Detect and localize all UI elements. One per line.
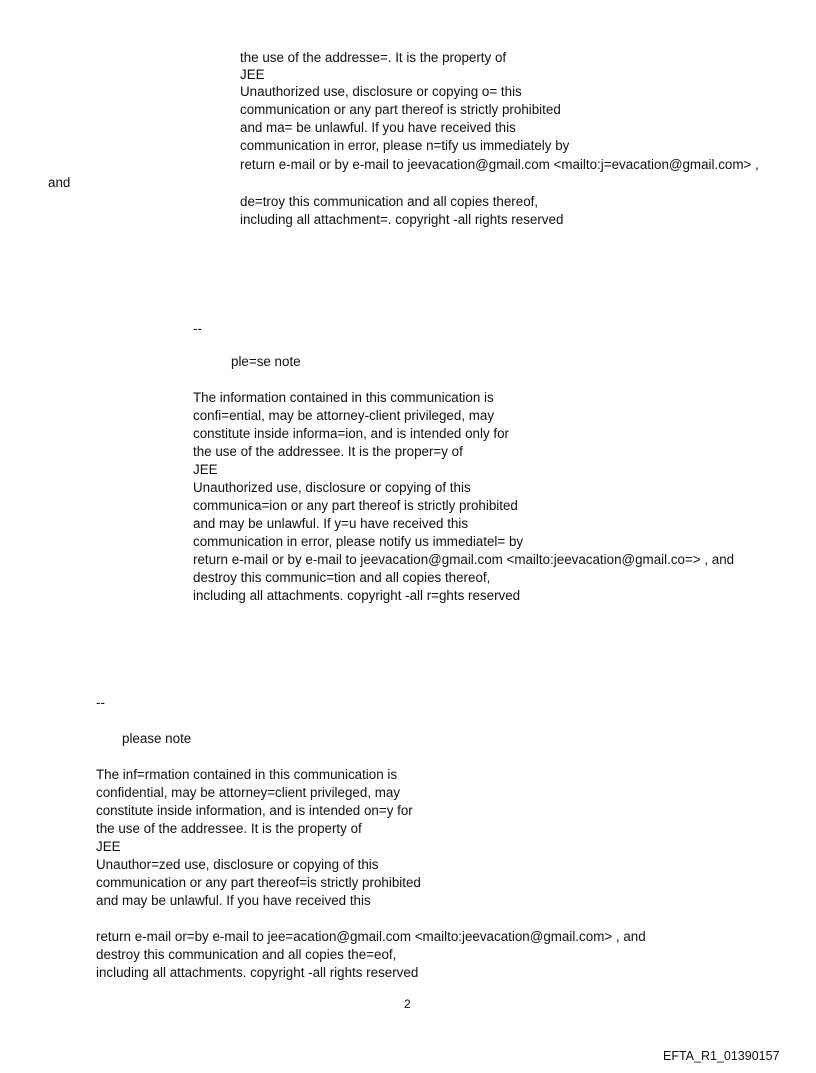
- text-line: JEE: [240, 67, 265, 82]
- text-line: including all attachment=. copyright -all rights reserved: [240, 212, 564, 227]
- text-line: return e-mail or=by e-mail to jee=acation@gmail.com <mailto:jeevacation@gmail.com> , and: [96, 929, 646, 944]
- text-line: The inf=rmation contained in this communication is: [96, 767, 398, 782]
- text-line: the use of the addressee. It is the property of: [96, 821, 362, 836]
- separator-dashes: --: [193, 321, 202, 336]
- text-line: the use of the addresse=. It is the property of: [240, 50, 507, 65]
- document-id: EFTA_R1_01390157: [663, 1049, 780, 1063]
- text-line: and may be unlawful. If you have received this: [96, 893, 371, 908]
- note-heading: please note: [122, 731, 192, 746]
- text-line: confidential, may be attorney=client privileged, may: [96, 785, 401, 800]
- text-line: communication in error, please notify us immediatel= by: [193, 534, 524, 549]
- text-line: confi=ential, may be attorney-client privileged, may: [193, 408, 495, 423]
- text-line: communication or any part thereof is strictly prohibited: [240, 102, 561, 117]
- text-line: and ma= be unlawful. If you have received this: [240, 120, 516, 135]
- text-line: Unauthorized use, disclosure or copying o= this: [240, 84, 522, 99]
- separator-dashes: --: [96, 695, 105, 710]
- text-line: de=troy this communication and all copies thereof,: [240, 194, 539, 209]
- text-line: Unauthorized use, disclosure or copying of this: [193, 480, 471, 495]
- text-line: including all attachments. copyright -all rights reserved: [96, 965, 419, 980]
- text-line: JEE: [96, 839, 121, 854]
- text-line: Unauthor=zed use, disclosure or copying of this: [96, 857, 379, 872]
- text-line: communica=ion or any part thereof is strictly prohibited: [193, 498, 518, 513]
- text-line: and: [48, 175, 71, 190]
- text-line: destroy this communication and all copies the=eof,: [96, 947, 397, 962]
- text-line: return e-mail or by e-mail to jeevacation@gmail.com <mailto:j=evacation@gmail.com> ,: [240, 157, 759, 172]
- text-line: and may be unlawful. If y=u have received this: [193, 516, 469, 531]
- text-line: constitute inside informa=ion, and is intended only for: [193, 426, 509, 441]
- page-number: 2: [404, 997, 411, 1011]
- text-line: the use of the addressee. It is the proper=y of: [193, 444, 463, 459]
- text-line: constitute inside information, and is intended on=y for: [96, 803, 413, 818]
- text-line: including all attachments. copyright -all r=ghts reserved: [193, 588, 521, 603]
- text-line: The information contained in this communication is: [193, 390, 494, 405]
- note-heading: ple=se note: [231, 354, 301, 369]
- text-line: JEE: [193, 462, 218, 477]
- text-line: destroy this communic=tion and all copies thereof,: [193, 570, 491, 585]
- text-line: communication or any part thereof=is strictly prohibited: [96, 875, 421, 890]
- text-line: communication in error, please n=tify us immediately by: [240, 138, 570, 153]
- text-line: return e-mail or by e-mail to jeevacation@gmail.com <mailto:jeevacation@gmail.co=> , and: [193, 552, 735, 567]
